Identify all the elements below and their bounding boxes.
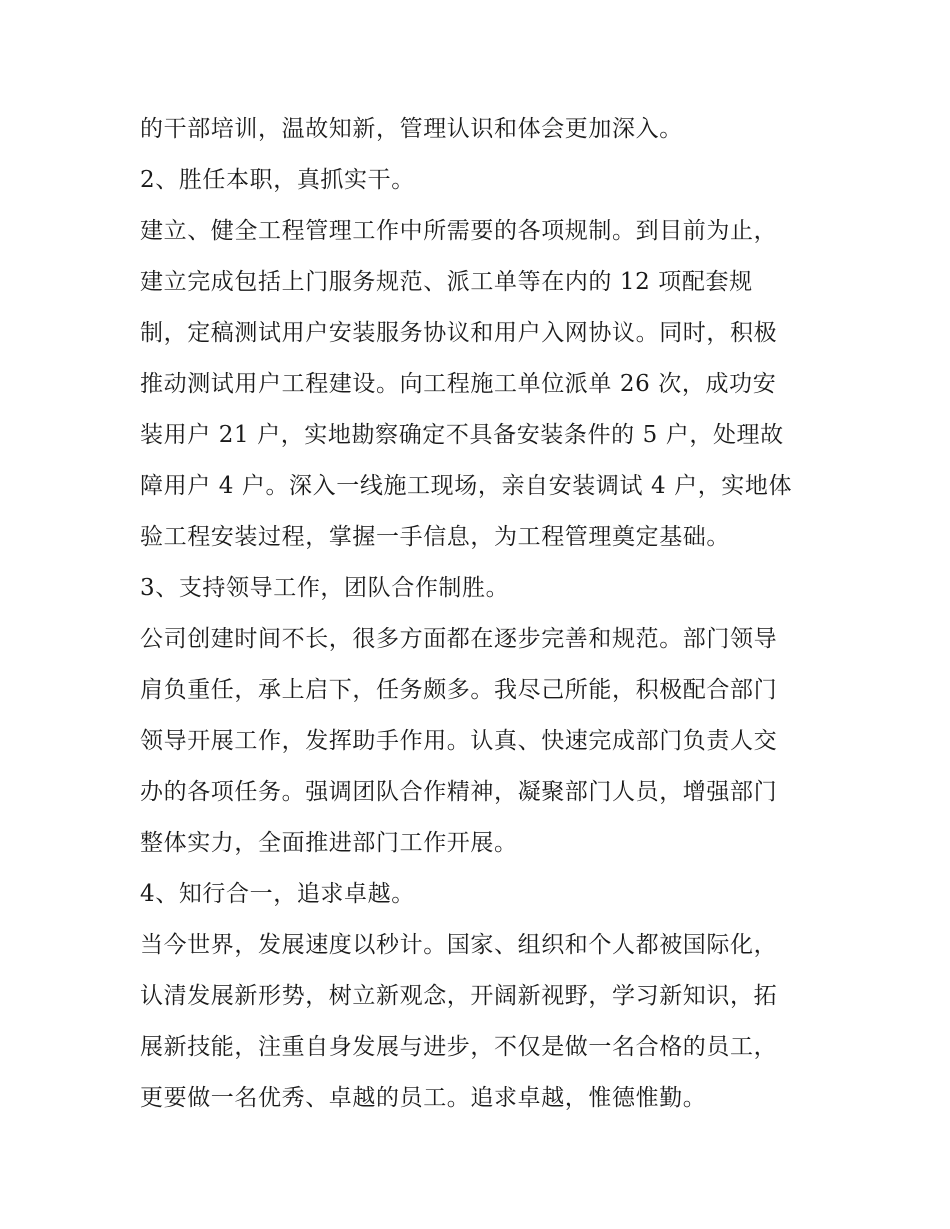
section-heading: 4、知行合一，追求卓越。	[140, 881, 415, 907]
text-line: 当今世界，发展速度以秒计。国家、组织和个人都被国际化，	[140, 932, 778, 958]
section-heading: 3、支持领导工作，团队合作制胜。	[140, 575, 510, 601]
text-line: 验工程安装过程，掌握一手信息，为工程管理奠定基础。	[140, 524, 730, 550]
text-line: 障用户 4 户。深入一线施工现场，亲自安装调试 4 户，实地体	[140, 473, 793, 499]
text-line: 更要做一名优秀、卓越的员工。追求卓越，惟德惟勤。	[140, 1085, 707, 1111]
section-heading: 2、胜任本职，真抓实干。	[140, 167, 415, 193]
text-line: 推动测试用户工程建设。向工程施工单位派单 26 次，成功安	[140, 371, 777, 397]
text-line: 认清发展新形势，树立新观念，开阔新视野，学习新知识，拓	[140, 983, 778, 1009]
text-line: 建立、健全工程管理工作中所需要的各项规制。到目前为止，	[140, 218, 778, 244]
text-line: 展新技能，注重自身发展与进步，不仅是做一名合格的员工，	[140, 1034, 778, 1060]
text-line: 领导开展工作，发挥助手作用。认真、快速完成部门负责人交	[140, 728, 778, 754]
text-line: 肩负重任，承上启下，任务颇多。我尽己所能，积极配合部门	[140, 677, 778, 703]
text-line: 制，定稿测试用户安装服务协议和用户入网协议。同时，积极	[140, 320, 778, 346]
text-line: 办的各项任务。强调团队合作精神，凝聚部门人员，增强部门	[140, 779, 778, 805]
text-line: 建立完成包括上门服务规范、派工单等在内的 12 项配套规	[140, 269, 753, 295]
text-line: 装用户 21 户，实地勘察确定不具备安装条件的 5 户，处理故	[140, 422, 784, 448]
text-line: 公司创建时间不长，很多方面都在逐步完善和规范。部门领导	[140, 626, 778, 652]
text-line: 的干部培训，温故知新，管理认识和体会更加深入。	[140, 116, 683, 142]
text-line: 整体实力，全面推进部门工作开展。	[140, 830, 518, 856]
